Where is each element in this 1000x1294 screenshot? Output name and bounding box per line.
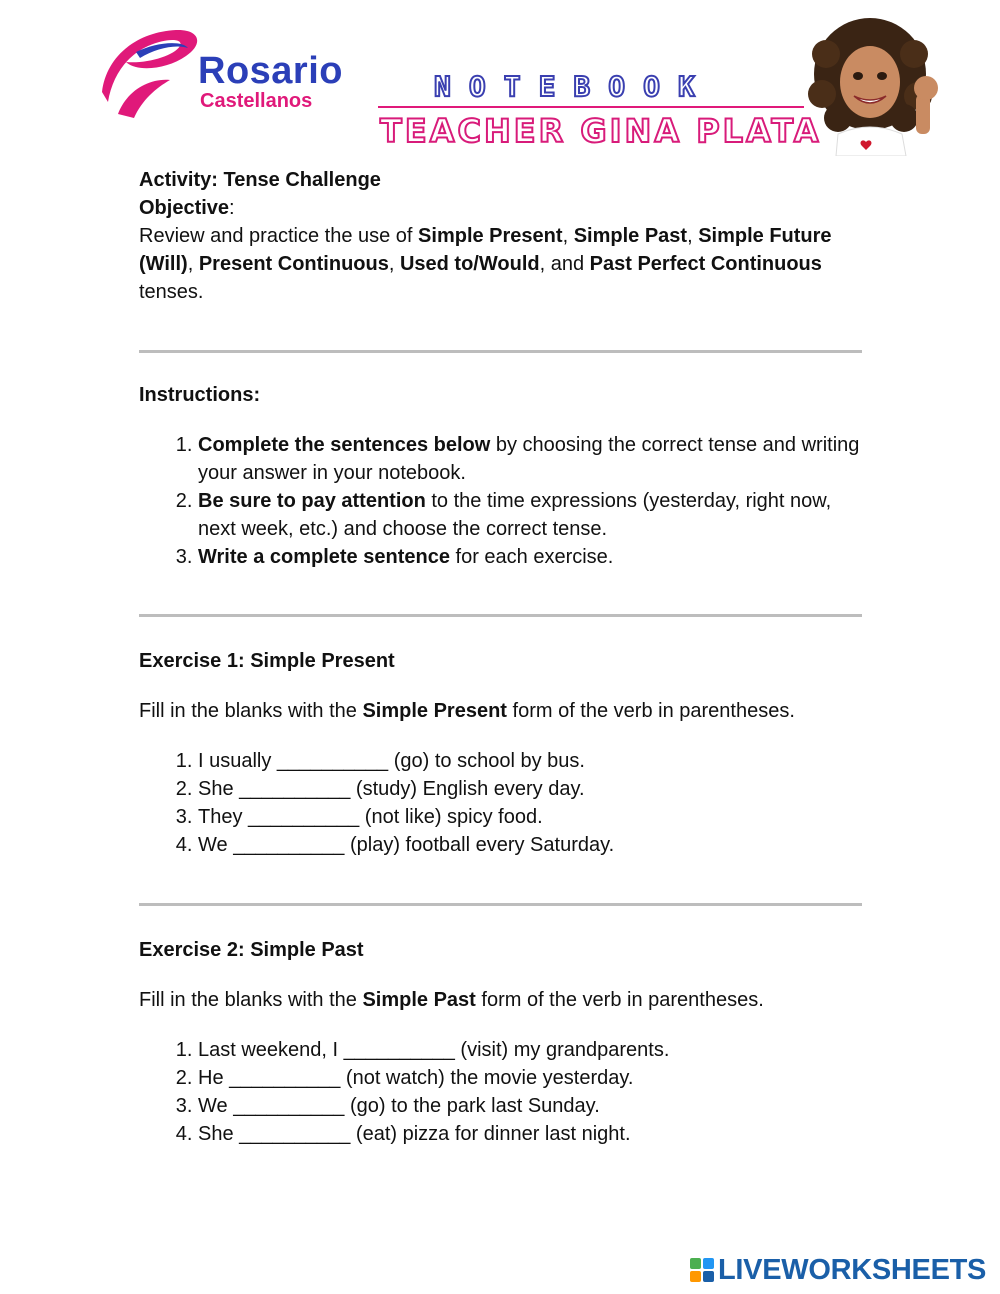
instruction-item: 3. Write a complete sentence for each exercise. xyxy=(198,543,863,571)
teacher-name: TEACHER GINA PLATA xyxy=(380,112,822,150)
instructions-list xyxy=(139,431,863,571)
exercise-item: 3. They __________ (not like) spicy food. xyxy=(198,803,863,831)
exercise-item: 1. Last weekend, I __________ (visit) my grandparents. xyxy=(198,1036,863,1064)
instructions-title: Instructions: xyxy=(139,384,261,406)
activity-title: Activity: Tense Challenge xyxy=(139,169,381,191)
exercise-item: 3. We __________ (go) to the park last Sunday. xyxy=(198,1092,863,1120)
logo-swoosh-icon xyxy=(96,22,206,122)
notebook-heading: NOTEBOOK xyxy=(434,70,713,103)
school-logo xyxy=(96,22,366,122)
exercise-item: 2. She __________ (study) English every day. xyxy=(198,775,863,803)
page-header xyxy=(0,0,1000,160)
objective-text: Review and practice the use of Simple Present, Simple Past, Simple Future (Will), Present Continuous, Used to/Would, and Past Perfect Continuous tenses. xyxy=(139,225,832,303)
liveworksheets-logo-icon xyxy=(690,1258,714,1282)
exercise1-description: Fill in the blanks with the Simple Present form of the verb in parentheses. xyxy=(139,700,795,722)
exercise1-list xyxy=(139,747,863,859)
exercise-item: 4. We __________ (play) football every Saturday. xyxy=(198,831,863,859)
worksheet-content xyxy=(139,166,863,1148)
logo-castellanos-text: Castellanos xyxy=(200,90,313,112)
exercise2-list xyxy=(139,1036,863,1148)
exercise2-description: Fill in the blanks with the Simple Past form of the verb in parentheses. xyxy=(139,989,764,1011)
instruction-item: 1. Complete the sentences below by choosing the correct tense and writing your answer in your notebook. xyxy=(198,431,863,487)
section-divider xyxy=(139,903,862,906)
section-divider xyxy=(139,614,862,617)
exercise2-title: Exercise 2: Simple Past xyxy=(139,939,364,961)
exercise-item: 1. I usually __________ (go) to school by bus. xyxy=(198,747,863,775)
logo-rosario-text: Rosario xyxy=(198,50,343,92)
liveworksheets-text: LIVEWORKSHEETS xyxy=(718,1254,987,1286)
exercise-item: 2. He __________ (not watch) the movie yesterday. xyxy=(198,1064,863,1092)
header-divider xyxy=(378,106,804,108)
section-divider xyxy=(139,350,862,353)
exercise-item: 4. She __________ (eat) pizza for dinner last night. xyxy=(198,1120,863,1148)
exercise1-title: Exercise 1: Simple Present xyxy=(139,650,395,672)
teacher-avatar xyxy=(808,14,948,156)
liveworksheets-brand[interactable] xyxy=(690,1254,990,1286)
objective-label: Objective xyxy=(139,197,230,219)
instruction-item: 2. Be sure to pay attention to the time expressions (yesterday, right now, next week, etc.) and choose the correct tense. xyxy=(198,487,863,543)
objective-label-line: Objective: xyxy=(139,197,235,219)
